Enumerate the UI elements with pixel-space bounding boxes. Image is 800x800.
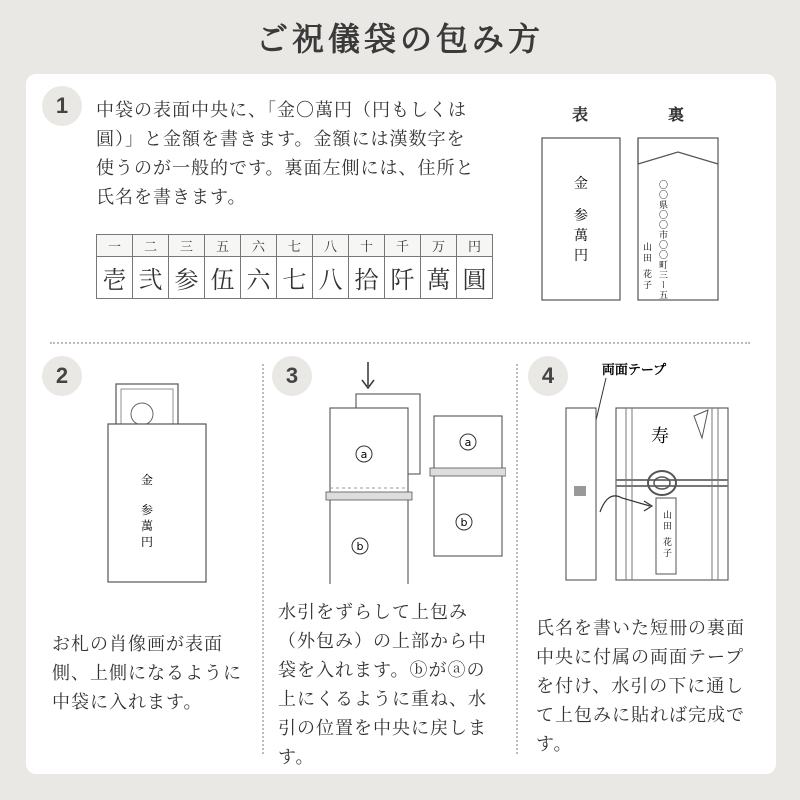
kanji-header-cell: 三 [169,235,205,257]
front-text-man: 萬 [574,228,588,244]
kanji-header-cell: 円 [457,235,493,257]
front-text-san: 参 [574,208,588,224]
instruction-card [26,74,776,774]
divider-horizontal [50,342,750,344]
kanji-body-cell: 六 [241,257,277,299]
kanji-header-cell: 六 [241,235,277,257]
kanji-body-cell: 伍 [205,257,241,299]
label-b-right: b [460,516,468,529]
kanji-body-cell: 七 [277,257,313,299]
inner-envelope [108,424,206,582]
kanji-numeral-table [96,234,493,299]
front-text-en: 円 [574,248,588,264]
envelope-text-san: 参 [140,503,154,517]
label-b: b [356,540,364,553]
kanji-body-cell: 阡 [385,257,421,299]
kanji-header-cell: 八 [313,235,349,257]
front-text-kin: 金 [574,176,588,192]
front-label: 表 [571,105,589,124]
kanji-body-cell: 参 [169,257,205,299]
kanji-table-header-row [97,235,493,257]
double-sided-tape [574,486,586,496]
page-title: ご祝儀袋の包み方 [255,20,544,58]
envelope-front-back-illustration [526,100,746,310]
kanji-body-cell: 圓 [457,257,493,299]
back-address: 〇〇県〇〇市〇〇町三ー五 [657,180,667,300]
kanji-header-cell: 七 [277,235,313,257]
kanji-body-cell: 拾 [349,257,385,299]
kanji-header-cell: 十 [349,235,385,257]
step-1-text: 中袋の表面中央に、「金〇萬円（円もしくは圓）」と金額を書きます。金額には漢数字を使うのが一般的です。裏面左側には、住所と氏名を書きます。 [96,100,475,208]
step-2-number: 2 [42,356,82,396]
step-4-name: 山田 花子 [661,510,671,559]
kanji-header-cell: 万 [421,235,457,257]
step-4-illustration [562,358,762,598]
back-label: 裏 [667,105,685,124]
step-3-number: 3 [272,356,312,396]
kanji-body-cell: 壱 [97,257,133,299]
kanji-table-body-row [97,257,493,299]
envelope-text-kin: 金 [140,473,154,487]
kanji-header-cell: 一 [97,235,133,257]
kanji-header-cell: 五 [205,235,241,257]
mizuhiki-band-right [430,468,506,476]
kanji-header-cell: 二 [133,235,169,257]
divider-vertical-2 [516,364,518,754]
divider-vertical-1 [262,364,264,754]
envelope-text-man: 萬 [140,519,154,533]
label-a: a [360,448,368,461]
envelope-text-en: 円 [140,535,154,549]
tape-label: 両面テープ [601,363,667,378]
step-3-text: 水引をずらして上包み（外包み）の上部から中袋を入れます。ⓑがⓐの上にくるように重ね、水引の位置を中央に戻します。 [278,602,487,768]
kanji-body-cell: 萬 [421,257,457,299]
step-2-text: お札の肖像画が表面側、上側になるように中袋に入れます。 [52,634,242,713]
label-a-right: a [464,436,472,449]
step-4-text: 氏名を書いた短冊の裏面中央に付属の両面テープを付け、水引の下に通して上包みに貼れば完成です。 [536,618,745,755]
mizuhiki-band [326,492,412,500]
kanji-body-cell: 弐 [133,257,169,299]
step-2-illustration [102,380,222,586]
kotobuki-text: 寿 [651,426,669,447]
kanji-header-cell: 千 [385,235,421,257]
back-name: 山田 花子 [641,242,651,291]
step-3-illustration [316,358,506,584]
step-4-number: 4 [528,356,568,396]
step-1-number: 1 [42,86,82,126]
kanji-body-cell: 八 [313,257,349,299]
